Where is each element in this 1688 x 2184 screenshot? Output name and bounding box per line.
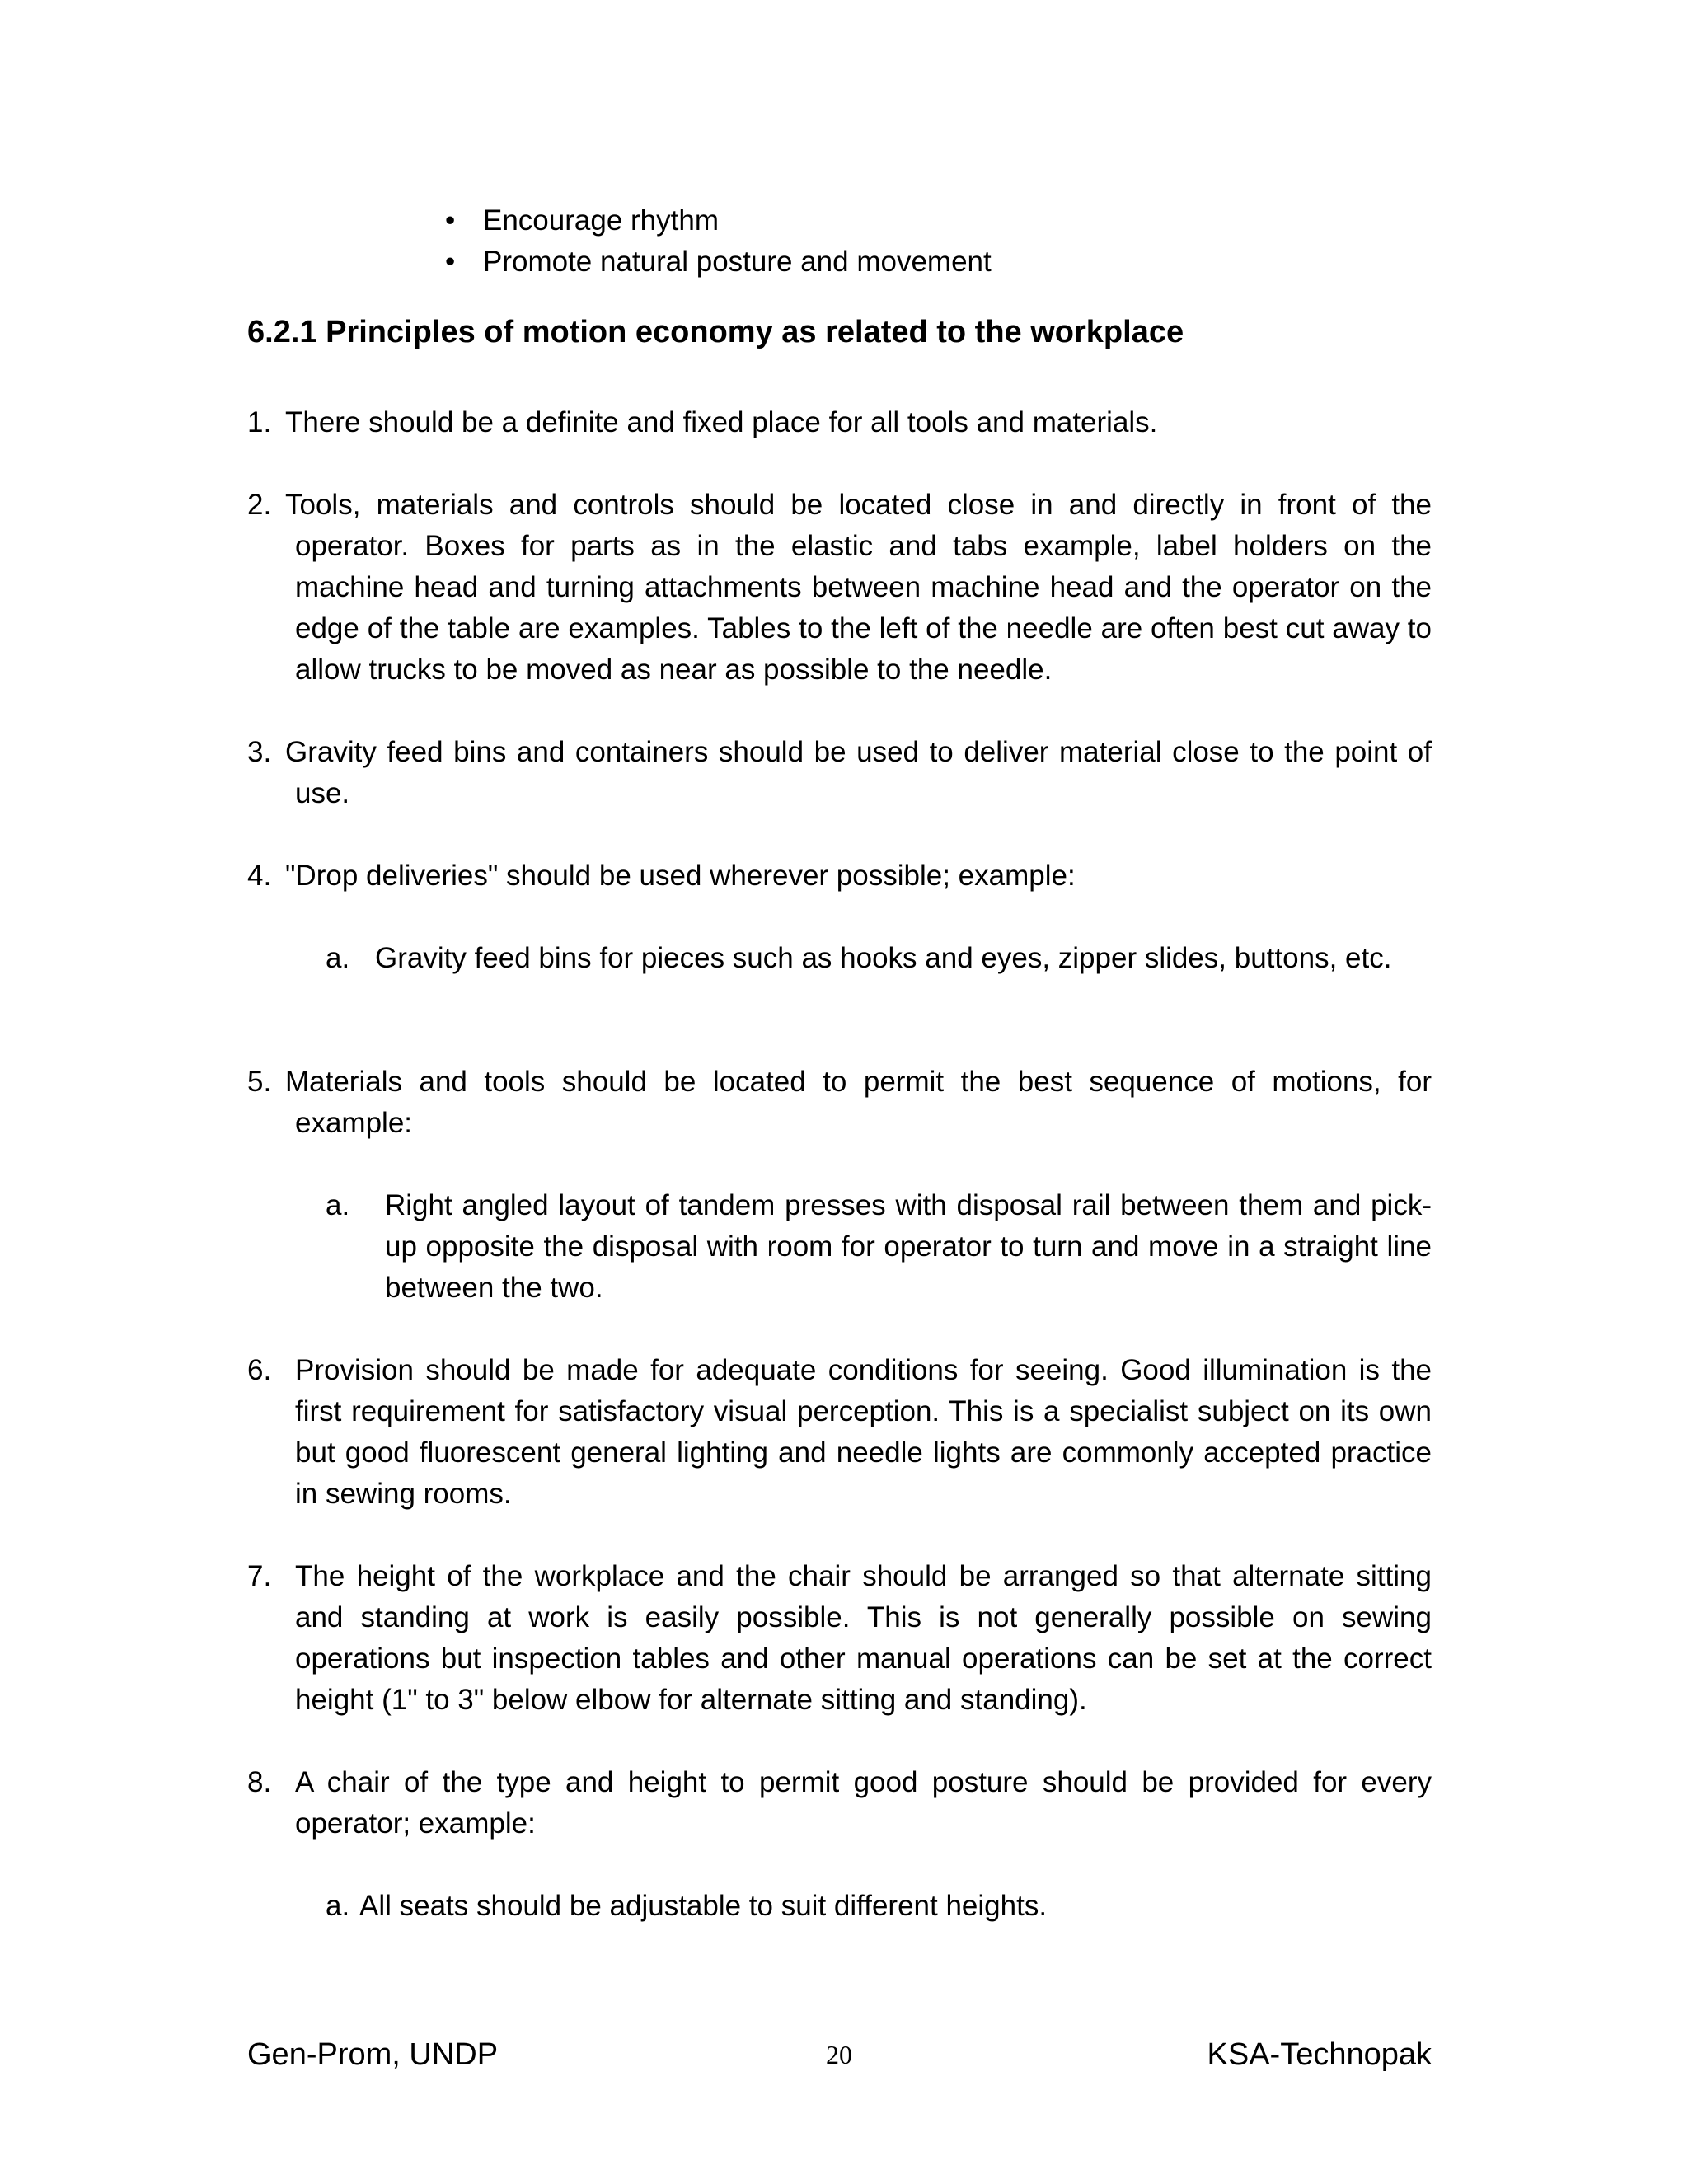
list-item-text: Gravity feed bins and containers should be used to deliver material close to the point of use. [285,736,1432,809]
sub-list-item [326,1185,1432,1309]
bullet-text: Promote natural posture and movement [483,246,992,278]
list-item-text: Materials and tools should be located to permit the best sequence of motions, for example: [285,1066,1432,1139]
sub-list-item-letter: a. [326,1890,350,1922]
list-item-text: A chair of the type and height to permit good posture should be provided for every operator; example: [295,1766,1432,1840]
list-item-text: There should be a definite and fixed place for all tools and materials. [285,406,1158,438]
sub-list-item [326,1886,1432,1927]
list-item-text: The height of the workplace and the chair should be arranged so that alternate sitting and standing at work is easily possible. This is not generally possible on sewing operations but inspection tables and other manual operations can be set at the correct height (1" to 3" below elbow for alternate sitting and standing). [295,1560,1432,1716]
sub-list-item-letter: a. [326,942,350,974]
list-item [247,855,1432,897]
bullet-text: Encourage rhythm [483,204,719,237]
list-item [247,732,1432,814]
section-heading: 6.2.1 Principles of motion economy as related to the workplace [247,315,1184,349]
list-item-number: 2. [247,489,272,521]
sub-list-item-letter: a. [326,1189,350,1221]
list-item [247,1556,1432,1721]
list-item-text: "Drop deliveries" should be used wherever possible; example: [285,860,1076,892]
sub-list-item-text: Right angled layout of tandem presses with disposal rail between them and pick-up opposite the disposal with room for operator to turn and move in a straight line between the two. [385,1189,1432,1304]
sub-list-item [326,938,1432,1020]
list-item-text: Provision should be made for adequate conditions for seeing. Good illumination is the first requirement for satisfactory visual perception. This is a specialist subject on its own but good fluorescent general lighting and needle lights are commonly accepted practice in sewing rooms. [295,1354,1432,1510]
page-number: 20 [826,2040,852,2069]
bullet-icon: • [445,204,456,237]
list-item-text: Tools, materials and controls should be located close in and directly in front of the operator. Boxes for parts as in the elastic and tabs example, label holders on the machine head and turning attachments between machine head and the operator on the edge of the table are examples. Tables to the left of the needle are often best cut away to allow trucks to be moved as near as possible to the needle. [285,489,1432,686]
sub-list-item-text: Gravity feed bins for pieces such as hooks and eyes, zipper slides, buttons, etc. [375,942,1392,974]
list-item-number: 4. [247,860,272,892]
list-item-number: 3. [247,736,272,768]
list-item [247,485,1432,691]
list-item-number: 6. [247,1354,272,1386]
list-item-number: 7. [247,1560,272,1592]
list-item-number: 5. [247,1066,272,1098]
list-item-number: 8. [247,1766,272,1798]
sub-list-item-text: All seats should be adjustable to suit different heights. [359,1890,1048,1922]
list-item-number: 1. [247,406,272,438]
list-item [247,402,1432,443]
list-item [247,1762,1432,1844]
list-item [247,1062,1432,1144]
footer-right-text: KSA-Technopak [1207,2037,1432,2072]
bullet-icon: • [445,246,456,278]
footer-left-text: Gen-Prom, UNDP [247,2037,499,2072]
list-item [247,1350,1432,1515]
